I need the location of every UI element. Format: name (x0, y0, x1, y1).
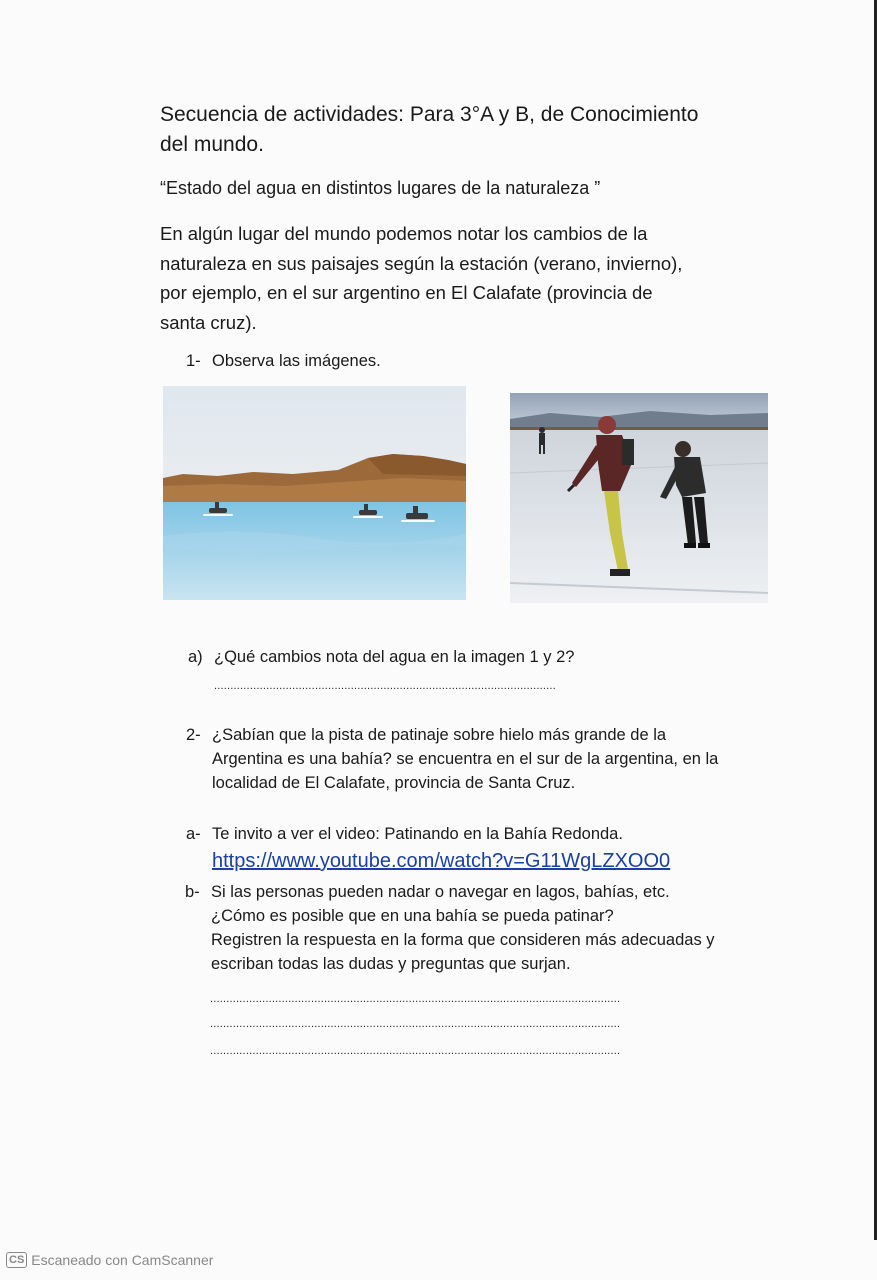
question-a (188, 645, 638, 669)
scanner-watermark (6, 1252, 213, 1268)
item-1-number: 1- (186, 352, 201, 370)
item-a-marker: a- (186, 825, 201, 843)
item-b-line: escriban todas las dudas y preguntas que surjan. (211, 955, 571, 973)
answer-line-b-2: .............................................................................................................................. (210, 1018, 621, 1030)
item-1 (186, 349, 586, 373)
document-subtitle: “Estado del agua en distintos lugares de la naturaleza ” (160, 178, 601, 198)
item-2-line: Argentina es una bahía? se encuentra en el sur de la argentina, en la (212, 750, 719, 768)
document-title (160, 100, 698, 160)
item-1-text: Observa las imágenes. (212, 352, 381, 370)
intro-line: santa cruz). (160, 311, 257, 333)
item-2 (186, 723, 786, 798)
item-b (185, 880, 785, 980)
item-a (186, 822, 746, 878)
photo-lake-summer (163, 386, 466, 600)
question-a-marker: a) (188, 648, 203, 666)
item-b-line: Registren la respuesta en la forma que consideren más adecuadas y (211, 931, 715, 949)
item-2-number: 2- (186, 726, 201, 744)
item-b-line: ¿Cómo es posible que en una bahía se pueda patinar? (211, 907, 614, 925)
answer-line-a: ......................................................................................................... (214, 680, 556, 692)
item-2-line: ¿Sabían que la pista de patinaje sobre hielo más grande de la (212, 726, 667, 744)
intro-line: por ejemplo, en el sur argentino en El Calafate (provincia de (160, 282, 653, 303)
answer-line-b-3: .............................................................................................................................. (210, 1045, 621, 1057)
item-2-line: localidad de El Calafate, provincia de Santa Cruz. (212, 774, 576, 792)
watermark-text: Escaneado con CamScanner (31, 1252, 214, 1268)
camscanner-logo-icon: CS (6, 1252, 27, 1268)
intro-paragraph (160, 219, 682, 337)
question-a-text: ¿Qué cambios nota del agua en la imagen 1 y 2? (214, 648, 575, 666)
intro-line: En algún lugar del mundo podemos notar los cambios de la (160, 223, 648, 244)
title-line-2: del mundo. (160, 133, 264, 156)
item-b-marker: b- (185, 883, 200, 901)
intro-line: naturaleza en sus paisajes según la estación (verano, invierno), (160, 252, 683, 274)
title-line-1: Secuencia de actividades: Para 3°A y B, de Conocimiento (160, 103, 699, 126)
item-a-text: Te invito a ver el video: Patinando en la Bahía Redonda. (212, 825, 623, 843)
item-b-line: Si las personas pueden nadar o navegar en lagos, bahías, etc. (211, 883, 670, 901)
video-link[interactable]: https://www.youtube.com/watch?v=G11WgLZXOO0 (212, 850, 671, 872)
answer-line-b-1: .............................................................................................................................. (210, 993, 621, 1005)
photo-frozen-bay-skaters (510, 393, 768, 603)
